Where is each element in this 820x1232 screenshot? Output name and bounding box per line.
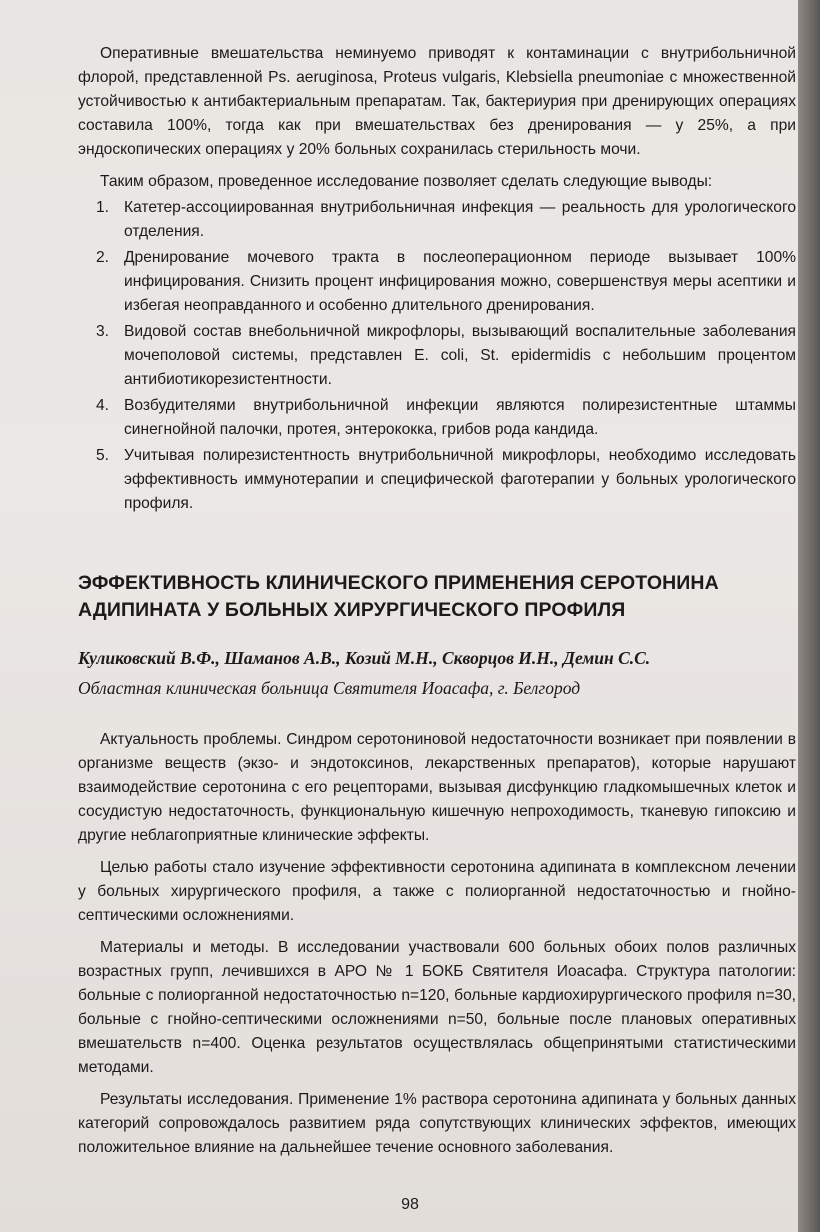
article-title: ЭФФЕКТИВНОСТЬ КЛИНИЧЕСКОГО ПРИМЕНЕНИЯ СЕРОТОНИНА АДИПИНАТА У БОЛЬНЫХ ХИРУРГИЧЕСКОГО ПРОФИЛЯ bbox=[78, 572, 719, 621]
article-authors: Куликовский В.Ф., Шаманов А.В., Козий М.Н., Скворцов И.Н., Демин С.С. bbox=[78, 648, 651, 668]
list-item: 2. Дренирование мочевого тракта в послеоперационном периоде вызывает 100% инфицирования. Снизить процент инфицирования можно, совершенствуя меры асептики и избегая неоправданного и особенно длительного дренирования. bbox=[96, 249, 796, 314]
book-edge bbox=[798, 0, 820, 1232]
intro-paragraph-1: Оперативные вмешательства неминуемо приводят к контаминации с внутрибольничной флорой, представленной Ps. aeruginosa, Proteus vulgaris, Klebsiella pneumoniae с множественной устойчивостью к антибактериальным препаратам. Так, бактериурия при дренирующих операциях составила 100%, тогда как при вмешательствах без дренирования — у 25%, а при эндоскопических операциях у 20% больных сохранилась стерильность мочи. bbox=[78, 45, 796, 158]
intro-paragraph-2: Таким образом, проведенное исследование позволяет сделать следующие выводы: bbox=[100, 173, 713, 190]
article-paragraph-2: Целью работы стало изучение эффективности серотонина адипината в комплексном лечении у больных хирургического профиля, а также с полиорганной недостаточностью и гнойно-септическими осложнениями. bbox=[78, 859, 796, 924]
page-content bbox=[78, 42, 796, 1160]
conclusions-list bbox=[78, 196, 796, 516]
article-paragraph-4: Результаты исследования. Применение 1% раствора серотонина адипината у больных данных категорий сопровождалось развитием ряда сопутствующих клинических эффектов, имеющих положительное влияние на дальнейшее течение основного заболевания. bbox=[78, 1091, 796, 1156]
page-number: 98 bbox=[401, 1196, 419, 1213]
list-item: 3. Видовой состав внебольничной микрофлоры, вызывающий воспалительные заболевания мочеполовой системы, представлен E. coli, St. epidermidis с небольшим процентом антибиотикорезистентности. bbox=[96, 323, 796, 388]
list-item: 5. Учитывая полирезистентность внутрибольничной микрофлоры, необходимо исследовать эффективность иммунотерапии и специфической фаготерапии у больных урологического профиля. bbox=[96, 447, 796, 512]
article-paragraph-3: Материалы и методы. В исследовании участвовали 600 больных обоих полов различных возрастных групп, лечившихся в АРО № 1 БОКБ Святителя Иоасафа. Структура патологии: больные с полиорганной недостаточностью n=120, больные кардиохирургического профиля n=30, больные с гнойно-септическими осложнениями n=50, больные после плановых оперативных вмешательств n=400. Оценка результатов осуществлялась общепринятыми статистическими методами. bbox=[78, 939, 796, 1076]
article-paragraph-1: Актуальность проблемы. Синдром серотониновой недостаточности возникает при появлении в организме веществ (экзо- и эндотоксинов, лекарственных препаратов), которые нарушают взаимодействие серотонина с его рецепторами, вызывая дисфункцию гладкомышечных клеток и сосудистую недостаточность, функциональную кишечную непроходимость, тканевую гипоксию и другие неблагоприятные клинические эффекты. bbox=[78, 731, 796, 844]
list-item: 4. Возбудителями внутрибольничной инфекции являются полирезистентные штаммы синегнойной палочки, протея, энтерококка, грибов рода кандида. bbox=[96, 397, 796, 438]
article-affiliation: Областная клиническая больница Святителя Иоасафа, г. Белгород bbox=[78, 678, 581, 698]
list-item: 1. Катетер-ассоциированная внутрибольничная инфекция — реальность для урологического отделения. bbox=[96, 199, 796, 240]
